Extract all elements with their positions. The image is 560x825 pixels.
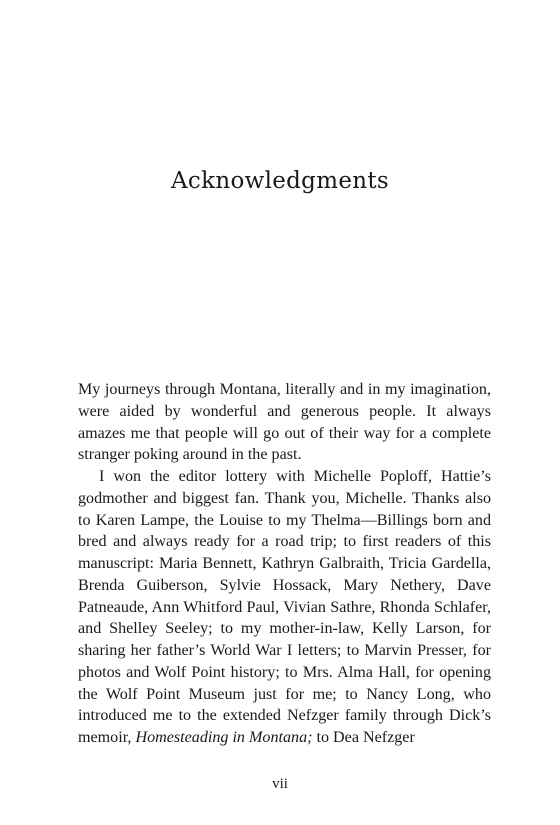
page-number: vii [272,776,288,792]
paragraph-1: My journeys through Montana, literally and in my imagination, were aided by wonderful and generous people. It always amazes me that people will go out of their way for a complete stranger poking around in the past. [78,381,491,464]
book-title: Homesteading in Montana; [135,729,313,746]
paragraph-2-text: I won the editor lottery with Michelle Poploff, Hattie’s godmother and biggest fan. Thank you, Michelle. Thanks also to Karen Lampe, the Louise to my Thelma—Billings born and bred and always ready for a road trip; to first readers of this manuscript: Maria Bennett, Kathryn Galbraith, Tricia Gardella, Brenda Guiberson, Sylvie Hossack, Mary Nethery, Dave Patneaude, Ann Whitford Paul, Vivian Sathre, Rhonda Schlafer, and Shelley Seeley; to my mother-in-law, Kelly Larson, for sharing her father’s World War I letters; to Marvin Presser, for photos and Wolf Point history; to Mrs. Alma Hall, for opening the Wolf Point Museum just for me; to Nancy Long, who introduced me to the extended Nefzger family through Dick’s memoir, [78,468,491,746]
body-text [78,379,491,749]
page-title: Acknowledgments [171,168,389,194]
paragraph-2 [78,466,491,749]
paragraph-2-tail: to Dea Nefzger [312,729,415,746]
